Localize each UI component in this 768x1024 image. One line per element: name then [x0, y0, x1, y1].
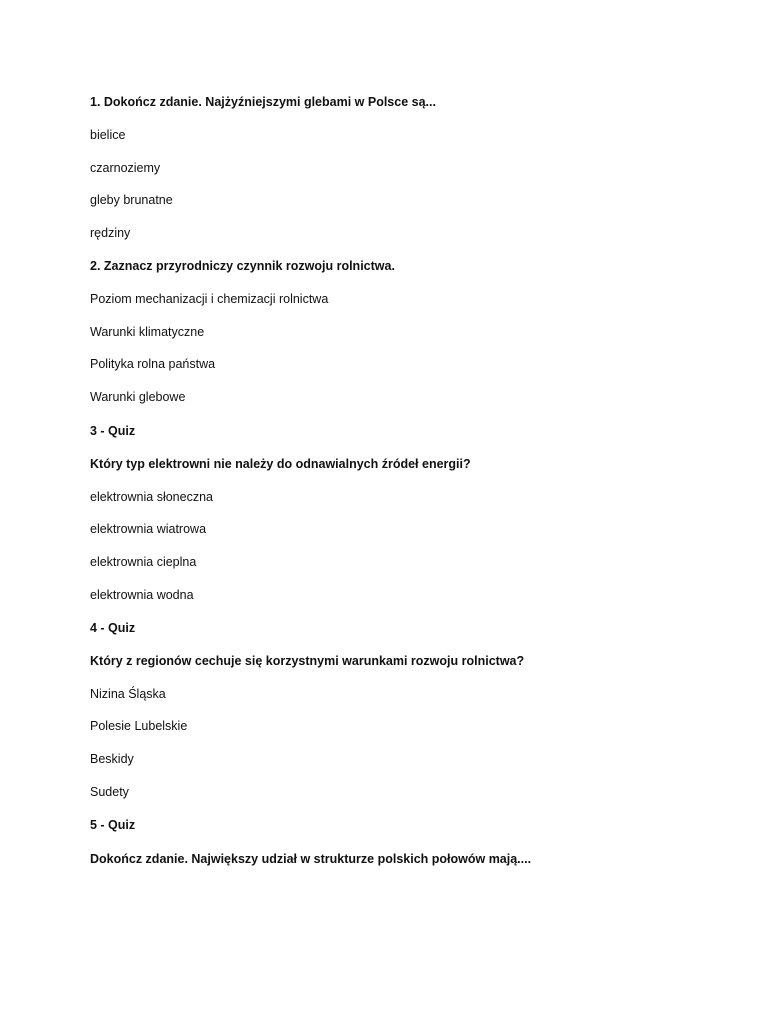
question-4-option-3: Beskidy	[90, 752, 134, 766]
question-3-option-1: elektrownia słoneczna	[90, 490, 213, 504]
question-5-heading: 5 - Quiz	[90, 818, 136, 832]
question-3-title: Który typ elektrowni nie należy do odnawialnych źródeł energii?	[90, 457, 471, 471]
question-3-option-3: elektrownia cieplna	[90, 555, 197, 569]
question-3-option-2: elektrownia wiatrowa	[90, 522, 207, 536]
question-4-heading: 4 - Quiz	[90, 621, 136, 635]
question-2-option-2: Warunki klimatyczne	[90, 325, 205, 339]
question-2-title: 2. Zaznacz przyrodniczy czynnik rozwoju rolnictwa.	[90, 259, 395, 273]
question-2-option-3: Polityka rolna państwa	[90, 357, 216, 371]
question-4-title: Który z regionów cechuje się korzystnymi warunkami rozwoju rolnictwa?	[90, 654, 525, 668]
question-1-option-3: gleby brunatne	[90, 193, 173, 207]
question-3-option-4: elektrownia wodna	[90, 588, 194, 602]
question-1-option-1: bielice	[90, 128, 126, 142]
question-1-option-4: rędziny	[90, 226, 131, 240]
question-4-option-4: Sudety	[90, 785, 129, 799]
question-4-option-2: Polesie Lubelskie	[90, 719, 188, 733]
question-2-option-1: Poziom mechanizacji i chemizacji rolnictwa	[90, 292, 329, 306]
question-2-option-4: Warunki glebowe	[90, 390, 186, 404]
question-5-title: Dokończ zdanie. Największy udział w strukturze polskich połowów mają....	[90, 852, 532, 866]
question-1-option-2: czarnoziemy	[90, 161, 161, 175]
question-1-title: 1. Dokończ zdanie. Najżyźniejszymi glebami w Polsce są...	[90, 95, 436, 109]
question-4-option-1: Nizina Śląska	[90, 687, 166, 701]
question-3-heading: 3 - Quiz	[90, 424, 136, 438]
